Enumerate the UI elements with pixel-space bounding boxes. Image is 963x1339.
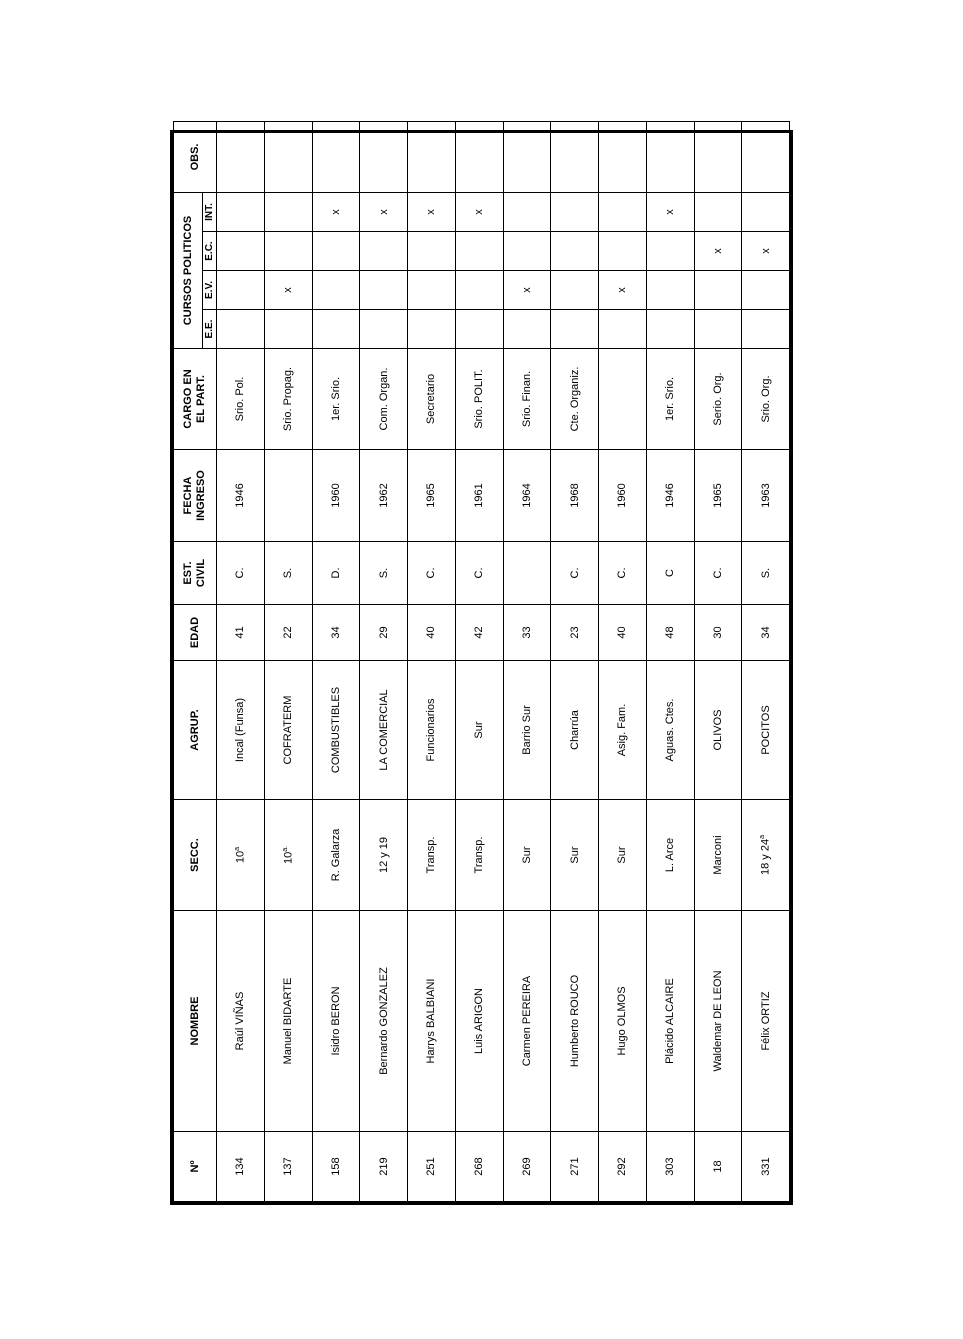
cell-edad (360, 605, 408, 661)
cell-ev (312, 271, 360, 310)
table-row (455, 121, 503, 1201)
cell-fecha (551, 450, 599, 542)
col-header-edad: EDAD (174, 605, 217, 661)
cell-cargo-text: Serio. Org. (711, 372, 724, 426)
cell-agrup (217, 661, 265, 800)
cell-nombre-text: Manuel BIDARTE (282, 977, 295, 1065)
cell-ee (455, 310, 503, 349)
cell-agrup-text: COMBUSTIBLES (329, 686, 342, 774)
cell-nombre-text: Carmen PEREIRA (520, 975, 533, 1067)
cell-ee (264, 310, 312, 349)
cell-ev (264, 271, 312, 310)
cell-edad-text: 48 (664, 626, 677, 639)
cell-agrup-text: COFRATERM (282, 695, 295, 765)
cell-fecha-text: 1962 (377, 483, 390, 508)
cell-fecha (742, 450, 790, 542)
cell-est-civil (312, 542, 360, 605)
cell-nombre (312, 911, 360, 1132)
cell-edad-text: 41 (234, 626, 247, 639)
cell-ev (551, 271, 599, 310)
cell-cargo (455, 349, 503, 450)
cell-edad (551, 605, 599, 661)
cell-cargo-text: Srio. POLIT. (473, 369, 486, 429)
cell-cargo (312, 349, 360, 450)
fecha-line-2: INGRESO (195, 470, 207, 521)
cell-cargo (503, 349, 551, 450)
est-civil-line-1: EST. (182, 561, 194, 585)
table-row (312, 121, 360, 1201)
cell-n (312, 1132, 360, 1202)
cell-nombre (551, 911, 599, 1132)
cell-edad (217, 605, 265, 661)
cell-fecha-text: 1960 (329, 483, 342, 508)
cell-cargo (217, 349, 265, 450)
cell-fecha-text: 1968 (568, 483, 581, 508)
cell-cargo-text: Srio. Pol. (234, 376, 247, 422)
cell-ec (408, 232, 456, 271)
cell-cargo (646, 349, 694, 450)
header-row (174, 121, 203, 1201)
cell-cargo (408, 349, 456, 450)
cell-ev (455, 271, 503, 310)
cell-obs (551, 121, 599, 192)
cell-n (694, 1132, 742, 1202)
cell-n-text: 219 (377, 1157, 390, 1176)
table-row (360, 121, 408, 1201)
cell-int (217, 192, 265, 231)
cell-edad-text: 29 (377, 626, 390, 639)
cell-secc-text: Sur (568, 846, 581, 864)
cell-edad (455, 605, 503, 661)
cell-nombre-text: Isidro BERON (329, 986, 342, 1056)
cell-secc-text: 10 (234, 850, 247, 864)
cargo-line-2: EL PART. (195, 375, 207, 423)
col-header-secc: SECC. (174, 800, 217, 911)
cell-nombre (742, 911, 790, 1132)
col-header-int: INT. (203, 192, 217, 231)
table-row (551, 121, 599, 1201)
col-header-ee: E.E. (203, 310, 217, 349)
cell-fecha (264, 450, 312, 542)
cell-int (646, 192, 694, 231)
cell-n (646, 1132, 694, 1202)
cell-n (742, 1132, 790, 1202)
cell-nombre-text: Luis ARIGON (473, 987, 486, 1055)
cell-fecha-text: 1965 (425, 483, 438, 508)
cell-n (599, 1132, 647, 1202)
cell-ev-text: x (616, 287, 629, 293)
cell-n-text: 158 (329, 1157, 342, 1176)
cell-nombre (217, 911, 265, 1132)
secc-superscript: a (759, 835, 767, 839)
cell-ev-text: x (282, 287, 295, 293)
cell-n-text: 303 (664, 1157, 677, 1176)
cell-cargo-text: Srio. Finan. (520, 370, 533, 428)
cell-est-civil-text: C. (711, 567, 724, 579)
col-header-n: Nº (174, 1132, 217, 1202)
cell-fecha-text: 1961 (473, 483, 486, 508)
cell-secc (408, 800, 456, 911)
cell-secc (646, 800, 694, 911)
est-civil-line-2: CIVIL (195, 558, 207, 588)
cell-n-text: 292 (616, 1157, 629, 1176)
cell-agrup-text: LA COMERCIAL (377, 689, 390, 771)
cell-ev-text: x (520, 287, 533, 293)
table-row (264, 121, 312, 1201)
cell-ec (264, 232, 312, 271)
cell-fecha-text: 1963 (759, 483, 772, 508)
cell-agrup-text: Charrúa (568, 710, 581, 750)
cell-edad-text: 33 (520, 626, 533, 639)
cell-fecha (599, 450, 647, 542)
cell-est-civil-text: C. (425, 567, 438, 579)
cell-nombre-text: Raúl VIÑAS (234, 991, 247, 1051)
col-header-nombre: NOMBRE (174, 911, 217, 1132)
cell-obs (599, 121, 647, 192)
cell-n-text: 134 (234, 1157, 247, 1176)
cell-nombre (455, 911, 503, 1132)
cell-ev (599, 271, 647, 310)
cell-edad (503, 605, 551, 661)
cell-ee (360, 310, 408, 349)
militants-table (173, 121, 790, 1202)
cell-obs (646, 121, 694, 192)
cell-secc-text: 18 y 24 (759, 838, 772, 875)
cell-ee (312, 310, 360, 349)
cell-ev (503, 271, 551, 310)
cell-fecha-text: 1964 (520, 483, 533, 508)
cell-agrup (408, 661, 456, 800)
cell-edad (742, 605, 790, 661)
cell-edad-text: 34 (759, 626, 772, 639)
cell-int (551, 192, 599, 231)
cell-ee (599, 310, 647, 349)
cell-edad (312, 605, 360, 661)
cell-int (599, 192, 647, 231)
cell-int-text: x (377, 209, 390, 215)
cell-ec (312, 232, 360, 271)
col-header-cargo (174, 349, 217, 450)
cell-nombre (503, 911, 551, 1132)
cell-ee (742, 310, 790, 349)
cell-secc-text: L. Arce (664, 837, 677, 873)
cell-edad (646, 605, 694, 661)
col-header-ev: E.V. (203, 271, 217, 310)
cell-secc-text: Sur (520, 846, 533, 864)
table-row (646, 121, 694, 1201)
cell-n (360, 1132, 408, 1202)
cell-ev (217, 271, 265, 310)
cell-agrup (360, 661, 408, 800)
cell-est-civil-text: S. (282, 567, 295, 579)
cell-agrup-text: POCITOS (759, 705, 772, 755)
cell-nombre-text: Harrys BALBIANI (425, 978, 438, 1064)
cell-ev (742, 271, 790, 310)
cell-agrup (312, 661, 360, 800)
cell-obs (264, 121, 312, 192)
cell-cargo-text: Cte. Organiz. (568, 366, 581, 432)
cell-edad-text: 22 (282, 626, 295, 639)
cell-n (551, 1132, 599, 1202)
cell-ev (360, 271, 408, 310)
cell-fecha-text: 1946 (664, 483, 677, 508)
col-header-obs: OBS. (174, 121, 217, 192)
cell-agrup (455, 661, 503, 800)
cell-n-text: 271 (568, 1157, 581, 1176)
cell-est-civil (455, 542, 503, 605)
cell-secc-text: 10 (282, 851, 295, 865)
cell-cargo-text: Srio. Org. (759, 375, 772, 423)
cell-secc (694, 800, 742, 911)
cell-ee (694, 310, 742, 349)
cell-edad-text: 42 (473, 626, 486, 639)
cell-edad (264, 605, 312, 661)
cell-secc (503, 800, 551, 911)
cell-secc (599, 800, 647, 911)
cell-ee (646, 310, 694, 349)
cell-cargo (742, 349, 790, 450)
cell-edad (599, 605, 647, 661)
cell-n-text: 269 (520, 1157, 533, 1176)
cell-secc (742, 800, 790, 911)
cell-int (455, 192, 503, 231)
cell-est-civil (551, 542, 599, 605)
cell-int-text: x (473, 209, 486, 215)
cell-est-civil-text: C. (234, 567, 247, 579)
table-row (742, 121, 790, 1201)
fecha-line-1: FECHA (182, 476, 194, 515)
cell-cargo (694, 349, 742, 450)
cell-int (360, 192, 408, 231)
cell-est-civil-text: D. (329, 567, 342, 579)
rotated-table-wrapper (173, 133, 790, 1202)
table-body (217, 121, 790, 1201)
cell-fecha-text: 1960 (616, 483, 629, 508)
cell-secc (217, 800, 265, 911)
cell-est-civil (217, 542, 265, 605)
cell-nombre (264, 911, 312, 1132)
cell-edad-text: 40 (425, 626, 438, 639)
cell-est-civil-text: C. (616, 567, 629, 579)
col-header-ec: E.C. (203, 232, 217, 271)
cell-n (264, 1132, 312, 1202)
cell-obs (312, 121, 360, 192)
cell-agrup (503, 661, 551, 800)
col-header-fecha (174, 450, 217, 542)
cell-nombre-text: Hugo OLMOS (616, 986, 629, 1056)
cell-est-civil (694, 542, 742, 605)
cell-est-civil-text: S. (759, 567, 772, 579)
cell-agrup-text: Aguas. Ctes. (664, 698, 677, 762)
cell-cargo-text: 1er. Srio. (329, 376, 342, 422)
secc-superscript: a. (281, 845, 289, 852)
cell-est-civil-text: S. (377, 567, 390, 579)
cell-ev (694, 271, 742, 310)
cell-agrup-text: Asig. Fam. (616, 703, 629, 757)
cell-agrup-text: OLIVOS (711, 709, 724, 751)
cell-nombre (360, 911, 408, 1132)
cell-agrup-text: Funcionarios (425, 698, 438, 762)
cell-edad-text: 34 (329, 626, 342, 639)
cell-fecha (694, 450, 742, 542)
cell-fecha (360, 450, 408, 542)
cell-n (455, 1132, 503, 1202)
cell-secc (551, 800, 599, 911)
cell-secc-text: Transp. (425, 836, 438, 874)
cell-n-text: 251 (425, 1157, 438, 1176)
cell-est-civil-text: C (664, 569, 677, 577)
cell-est-civil-text: C. (473, 567, 486, 579)
cell-ec (599, 232, 647, 271)
cell-edad-text: 30 (711, 626, 724, 639)
cell-est-civil (646, 542, 694, 605)
cell-agrup (599, 661, 647, 800)
cell-agrup-text: Incal (Funsa) (234, 697, 247, 763)
cell-cargo (360, 349, 408, 450)
cell-int (312, 192, 360, 231)
cell-n-text: 137 (282, 1157, 295, 1176)
cell-edad (694, 605, 742, 661)
cell-edad-text: 23 (568, 626, 581, 639)
cell-nombre (694, 911, 742, 1132)
cell-n-text: 331 (759, 1157, 772, 1176)
cell-est-civil (503, 542, 551, 605)
cell-secc-text: Transp. (473, 836, 486, 874)
cell-obs (742, 121, 790, 192)
cell-fecha (503, 450, 551, 542)
cell-n (217, 1132, 265, 1202)
cell-n-text: 18 (711, 1160, 724, 1173)
cell-nombre (599, 911, 647, 1132)
cell-est-civil (264, 542, 312, 605)
cell-fecha (455, 450, 503, 542)
table-row (599, 121, 647, 1201)
cell-agrup (742, 661, 790, 800)
cell-ee (503, 310, 551, 349)
cell-fecha (312, 450, 360, 542)
cell-n-text: 268 (473, 1157, 486, 1176)
cell-fecha-text: 1965 (711, 483, 724, 508)
cell-ec (694, 232, 742, 271)
cell-ec (503, 232, 551, 271)
cell-cargo-text: Secretario (425, 373, 438, 425)
cell-int-text: x (329, 209, 342, 215)
cell-ec (217, 232, 265, 271)
cell-nombre (646, 911, 694, 1132)
cell-ec (551, 232, 599, 271)
cell-secc-text: 12 y 19 (377, 836, 390, 874)
secc-superscript: a (234, 846, 242, 851)
cell-fecha (217, 450, 265, 542)
cell-est-civil (599, 542, 647, 605)
cell-int (694, 192, 742, 231)
cell-edad (408, 605, 456, 661)
cell-secc (264, 800, 312, 911)
cell-fecha (646, 450, 694, 542)
col-header-cursos: CURSOS POLITICOS (174, 192, 203, 348)
cell-ec (646, 232, 694, 271)
cell-int-text: x (425, 209, 438, 215)
cell-ec (455, 232, 503, 271)
cell-est-civil-text: C. (568, 567, 581, 579)
cell-cargo (599, 349, 647, 450)
cell-obs (694, 121, 742, 192)
cell-obs (217, 121, 265, 192)
cell-agrup-text: Sur (473, 721, 486, 739)
cell-int-text: x (664, 209, 677, 215)
cell-ec-text: x (711, 248, 724, 254)
cell-nombre-text: Félix ORTIZ (759, 991, 772, 1051)
cell-nombre-text: Plácido ALCAIRE (664, 978, 677, 1064)
cell-cargo-text: 1er. Srio. (664, 376, 677, 422)
cell-fecha (408, 450, 456, 542)
cell-agrup (694, 661, 742, 800)
cell-fecha-text: 1946 (234, 483, 247, 508)
cell-obs (360, 121, 408, 192)
cell-nombre-text: Humberto ROUCO (568, 974, 581, 1068)
cell-cargo (551, 349, 599, 450)
cell-int (742, 192, 790, 231)
cell-int (408, 192, 456, 231)
cell-ev (646, 271, 694, 310)
cell-secc (360, 800, 408, 911)
table-row (694, 121, 742, 1201)
cell-ec-text: x (759, 248, 772, 254)
cell-obs (503, 121, 551, 192)
cell-secc (312, 800, 360, 911)
cell-ec (360, 232, 408, 271)
cell-ev (408, 271, 456, 310)
cargo-line-1: CARGO EN (182, 369, 194, 429)
cell-agrup (551, 661, 599, 800)
cell-int (264, 192, 312, 231)
cell-nombre-text: Waldemar DE LEON (711, 970, 724, 1072)
cell-obs (455, 121, 503, 192)
cell-n (503, 1132, 551, 1202)
cell-secc-text: Marconi (711, 835, 724, 875)
cell-cargo-text: Com. Organ. (377, 367, 390, 431)
cell-est-civil (408, 542, 456, 605)
cell-ec (742, 232, 790, 271)
table-row (408, 121, 456, 1201)
cell-cargo (264, 349, 312, 450)
cell-ee (408, 310, 456, 349)
cell-nombre (408, 911, 456, 1132)
cell-ee (217, 310, 265, 349)
cell-int (503, 192, 551, 231)
cell-est-civil (742, 542, 790, 605)
cell-secc-text: R. Galarza (329, 828, 342, 882)
table-row (217, 121, 265, 1201)
cell-est-civil (360, 542, 408, 605)
cell-cargo-text: Srio. Propag. (282, 366, 295, 432)
col-header-agrup: AGRUP. (174, 661, 217, 800)
cell-agrup (264, 661, 312, 800)
cell-agrup (646, 661, 694, 800)
table-row (503, 121, 551, 1201)
cell-n (408, 1132, 456, 1202)
cell-secc-text: Sur (616, 846, 629, 864)
cell-agrup-text: Barrio Sur (520, 705, 533, 755)
col-header-est-civil (174, 542, 217, 605)
register-frame (170, 130, 793, 1205)
cell-nombre-text: Bernardo GONZALEZ (377, 967, 390, 1075)
cell-edad-text: 40 (616, 626, 629, 639)
cell-ee (551, 310, 599, 349)
cell-secc (455, 800, 503, 911)
cell-obs (408, 121, 456, 192)
